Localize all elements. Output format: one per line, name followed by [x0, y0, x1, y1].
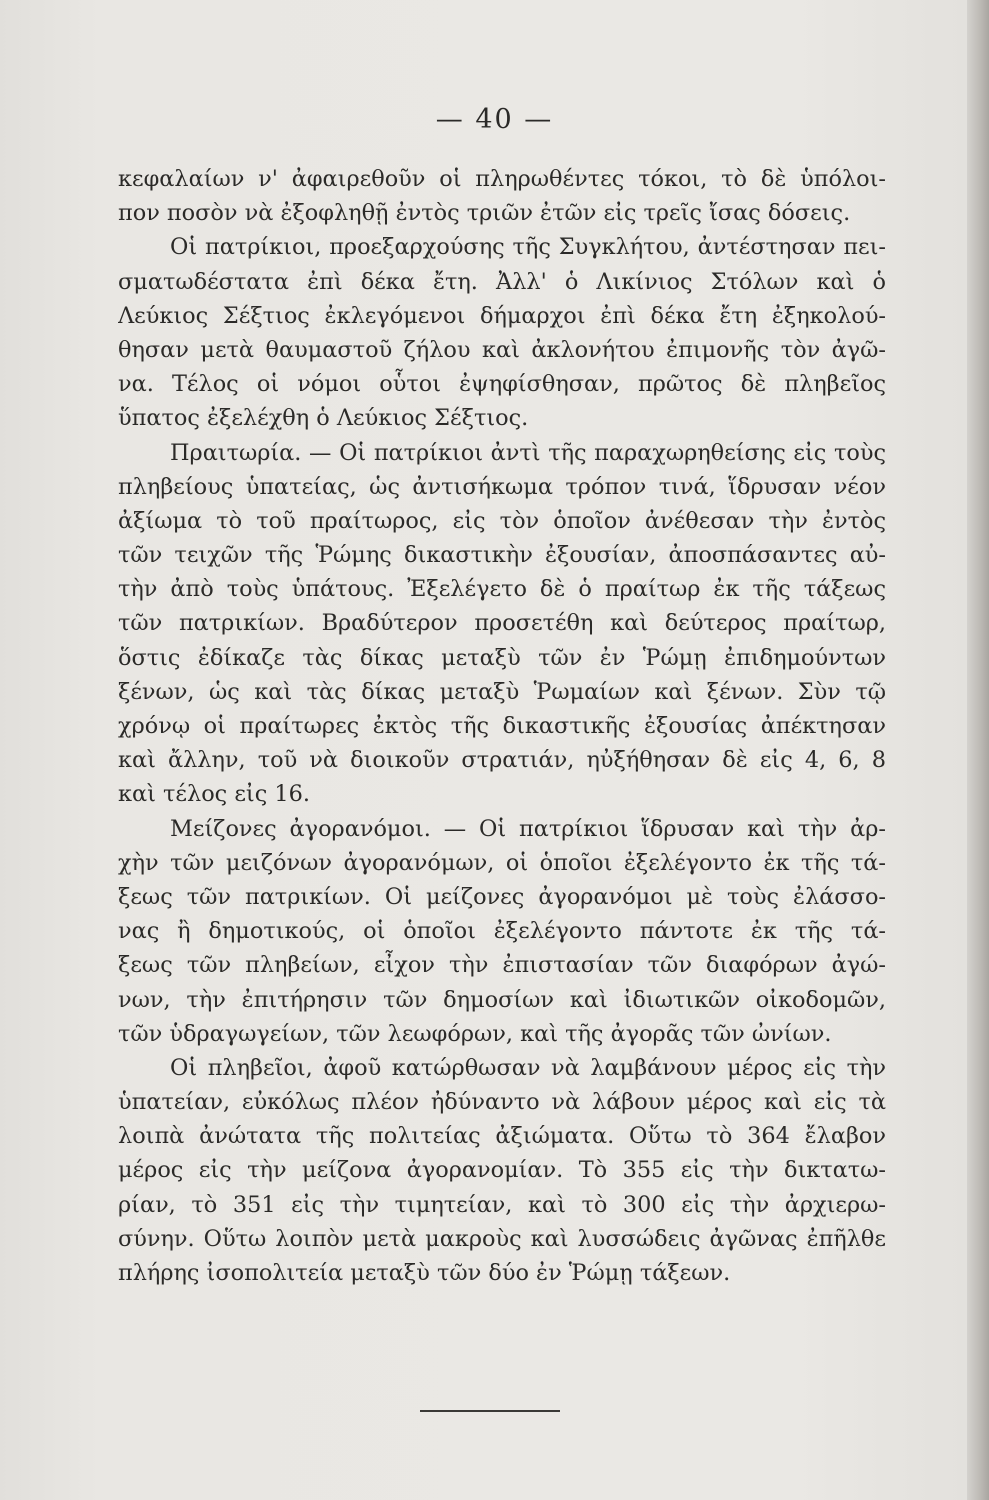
body-text	[118, 162, 886, 1290]
text-line: ὕπατος ἐξελέχθη ὁ Λεύκιος Σέξτιος.	[118, 405, 529, 432]
text-line: Μείζονες ἀγορανόμοι. — Οἱ πατρίκιοι ἵδρυσαν καὶ τὴν ἀρ-	[170, 815, 886, 842]
text-line: μέρος εἰς τὴν μείζονα ἀγορανομίαν. Τὸ 355 εἰς τὴν δικτατω-	[118, 1157, 886, 1184]
text-line: ἀξίωμα τὸ τοῦ πραίτωρος, εἰς τὸν ὁποῖον ἀνέθεσαν τὴν ἐντὸς	[118, 507, 886, 534]
page-number: — 40 —	[435, 104, 554, 135]
text-line: λοιπὰ ἀνώτατα τῆς πολιτείας ἀξιώματα. Οὕτω τὸ 364 ἔλαβον	[118, 1123, 886, 1150]
text-line: θησαν μετὰ θαυμαστοῦ ζήλου καὶ ἀκλονήτου ἐπιμονῆς τὸν ἀγῶ-	[118, 336, 886, 363]
text-line: χρόνῳ οἱ πραίτωρες ἐκτὸς τῆς δικαστικῆς ἐξουσίας ἀπέκτησαν	[118, 713, 886, 739]
text-line: ξεως τῶν πληβείων, εἶχον τὴν ἐπιστασίαν τῶν διαφόρων ἀγώ-	[118, 952, 886, 979]
text-line: πον ποσὸν νὰ ἐξοφληθῇ ἐντὸς τριῶν ἐτῶν εἰς τρεῖς ἴσας δόσεις.	[118, 200, 851, 227]
text-line: τῶν πατρικίων. Βραδύτερον προσετέθη καὶ δεύτερος πραίτωρ,	[118, 610, 886, 637]
text-line: νας ἢ δημοτικούς, οἱ ὁποῖοι ἐξελέγοντο πάντοτε ἐκ τῆς τά-	[118, 918, 886, 945]
text-line: σύνην. Οὕτω λοιπὸν μετὰ μακροὺς καὶ λυσσώδεις ἀγῶνας ἐπῆλθε	[118, 1225, 886, 1252]
text-line: ξεως τῶν πατρικίων. Οἱ μείζονες ἀγορανόμοι μὲ τοὺς ἐλάσσο-	[118, 883, 886, 910]
text-line: ξένων, ὡς καὶ τὰς δίκας μεταξὺ Ῥωμαίων καὶ ξένων. Σὺν τῷ	[118, 678, 886, 705]
text-line: πλήρης ἰσοπολιτεία μεταξὺ τῶν δύο ἐν Ῥώμῃ τάξεων.	[118, 1260, 731, 1286]
text-line: Οἱ πατρίκιοι, προεξαρχούσης τῆς Συγκλήτου, ἀντέστησαν πει-	[170, 234, 886, 261]
page-binding-edge	[967, 0, 989, 1500]
end-rule	[420, 1410, 560, 1412]
text-line: να. Τέλος οἱ νόμοι οὗτοι ἐψηφίσθησαν, πρῶτος δὲ πληβεῖος	[118, 371, 886, 398]
text-line: σματωδέστατα ἐπὶ δέκα ἔτη. Ἀλλ' ὁ Λικίνιος Στόλων καὶ ὁ	[118, 268, 886, 295]
text-line: τὴν ἀπὸ τοὺς ὑπάτους. Ἐξελέγετο δὲ ὁ πραίτωρ ἐκ τῆς τάξεως	[118, 576, 886, 603]
text-line: ρίαν, τὸ 351 εἰς τὴν τιμητείαν, καὶ τὸ 300 εἰς τὴν ἀρχιερω-	[118, 1191, 886, 1218]
text-line: τῶν τειχῶν τῆς Ῥώμης δικαστικὴν ἐξουσίαν, ἀποσπάσαντες αὐ-	[118, 542, 886, 569]
text-line: καὶ τέλος εἰς 16.	[118, 781, 310, 808]
text-line: χὴν τῶν μειζόνων ἀγορανόμων, οἱ ὁποῖοι ἐξελέγοντο ἐκ τῆς τά-	[118, 849, 886, 876]
text-line: ὑπατείαν, εὐκόλως πλέον ἠδύναντο νὰ λάβουν μέρος καὶ εἰς τὰ	[118, 1089, 886, 1116]
text-line: πληβείους ὑπατείας, ὡς ἀντισήκωμα τρόπον τινά, ἵδρυσαν νέον	[118, 473, 886, 500]
text-line: Οἱ πληβεῖοι, ἀφοῦ κατώρθωσαν νὰ λαμβάνουν μέρος εἰς τὴν	[170, 1054, 886, 1081]
text-line: Πραιτωρία. — Οἱ πατρίκιοι ἀντὶ τῆς παραχωρηθείσης εἰς τοὺς	[170, 439, 886, 466]
text-line: κεφαλαίων ν' ἀφαιρεθοῦν οἱ πληρωθέντες τόκοι, τὸ δὲ ὑπόλοι-	[118, 166, 886, 192]
text-line: τῶν ὑδραγωγείων, τῶν λεωφόρων, καὶ τῆς ἀγορᾶς τῶν ὠνίων.	[118, 1020, 832, 1047]
text-line: Λεύκιος Σέξτιος ἐκλεγόμενοι δήμαρχοι ἐπὶ δέκα ἔτη ἐξηκολού-	[118, 302, 886, 329]
text-line: καὶ ἄλλην, τοῦ νὰ διοικοῦν στρατιάν, ηὐξήθησαν δὲ εἰς 4, 6, 8	[118, 747, 886, 774]
text-line: ὅστις ἐδίκαζε τὰς δίκας μεταξὺ τῶν ἐν Ῥώμῃ ἐπιδημούντων	[118, 644, 886, 671]
text-line: νων, τὴν ἐπιτήρησιν τῶν δημοσίων καὶ ἰδιωτικῶν οἰκοδομῶν,	[118, 986, 886, 1013]
